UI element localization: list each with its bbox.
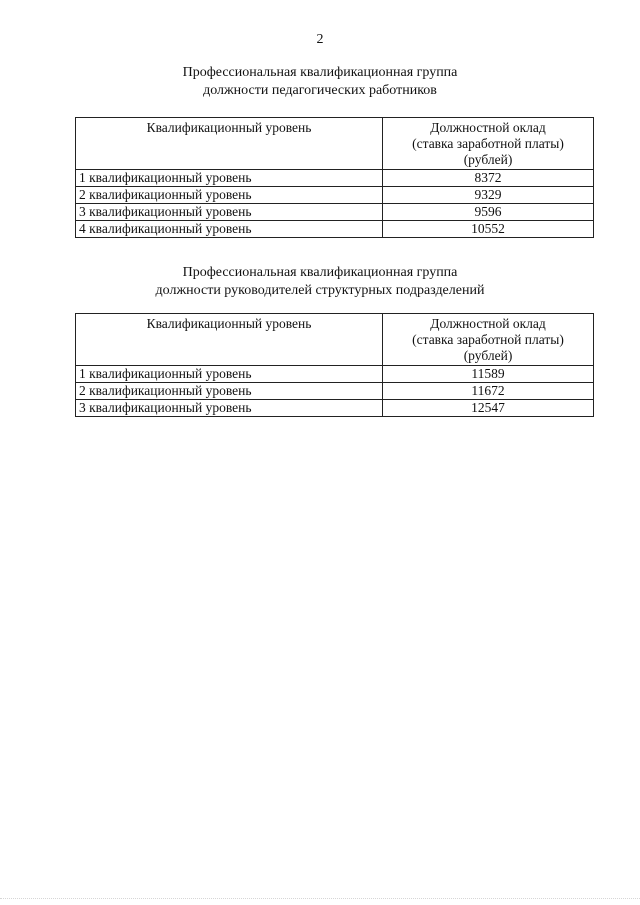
table-row [76,221,594,238]
cell-salary: 11672 [383,383,594,400]
column-header-salary-line: (ставка заработной платы) [412,136,564,151]
section-title-pedagogical [0,64,640,100]
cell-level: 2 квалификационный уровень [76,383,383,400]
page-number: 2 [316,32,324,47]
section-title-line: Профессиональная квалификационная группа [182,265,458,280]
column-header-salary-line: (рублей) [463,348,513,363]
section-title-managers [0,264,640,300]
cell-salary: 10552 [383,221,594,238]
cell-salary: 11589 [383,366,594,383]
column-header-level: Квалификационный уровень [76,118,383,170]
scan-artifact-line [0,898,640,901]
table-row [76,204,594,221]
cell-level: 3 квалификационный уровень [76,204,383,221]
column-header-salary-line: (ставка заработной платы) [412,332,564,347]
salary-table-managers [75,313,594,417]
table-header-row [76,118,594,170]
column-header-salary-line: Должностной оклад [430,316,546,331]
cell-level: 4 квалификационный уровень [76,221,383,238]
cell-level: 1 квалификационный уровень [76,170,383,187]
cell-level: 1 квалификационный уровень [76,366,383,383]
cell-level: 2 квалификационный уровень [76,187,383,204]
table-row [76,366,594,383]
column-header-level: Квалификационный уровень [76,314,383,366]
table-row [76,383,594,400]
cell-salary: 9329 [383,187,594,204]
column-header-salary-line: (рублей) [463,152,513,167]
cell-salary: 8372 [383,170,594,187]
cell-salary: 9596 [383,204,594,221]
column-header-salary [383,118,594,170]
section-title-line: Профессиональная квалификационная группа [182,65,458,80]
column-header-salary [383,314,594,366]
table-row [76,400,594,417]
table-header-row [76,314,594,366]
salary-table-pedagogical [75,117,594,238]
table-row [76,187,594,204]
cell-salary: 12547 [383,400,594,417]
cell-level: 3 квалификационный уровень [76,400,383,417]
section-title-line: должности педагогических работников [203,83,437,98]
column-header-salary-line: Должностной оклад [430,120,546,135]
section-title-line: должности руководителей структурных подразделений [155,283,485,298]
table-row [76,170,594,187]
